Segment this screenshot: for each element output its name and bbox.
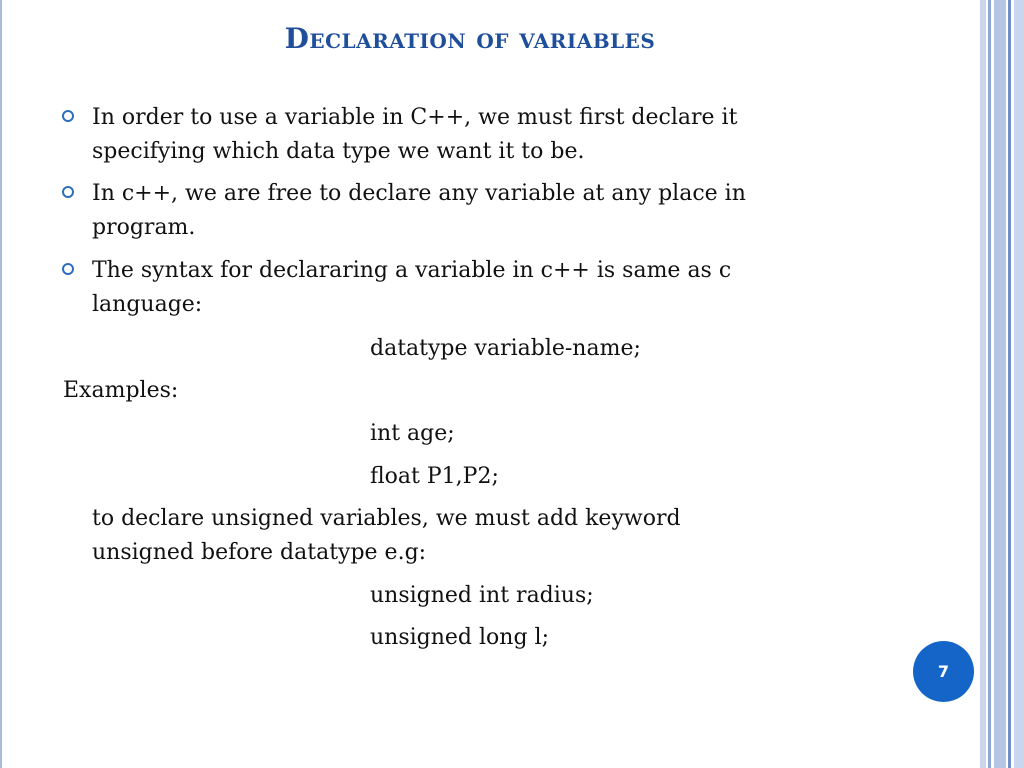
bullet-text-line: program. (92, 215, 196, 240)
decorative-stripes (980, 0, 1024, 768)
page-number: 7 (937, 662, 950, 681)
example-line: unsigned int radius; (370, 583, 594, 608)
bullet-item (62, 177, 882, 245)
bullet-text-line: In order to use a variable in C++, we must first declare it (92, 105, 738, 130)
bullet-text-line: language: (92, 292, 203, 317)
bullet-item (62, 254, 882, 322)
slide-title: Declaration of variables (284, 22, 656, 55)
bullet-text-line: specifying which data type we want it to be. (92, 139, 585, 164)
hollow-circle-icon (62, 186, 74, 198)
hollow-circle-icon (62, 110, 74, 122)
bullet-text-line: The syntax for declararing a variable in c++ is same as c (92, 258, 732, 283)
example-line: float P1,P2; (370, 464, 499, 489)
bullet-item (62, 101, 882, 169)
page-number-badge (913, 641, 974, 702)
unsigned-note-line: to declare unsigned variables, we must add keyword (92, 506, 681, 531)
example-line: unsigned long l; (370, 625, 549, 650)
unsigned-note-line: unsigned before datatype e.g: (92, 540, 427, 565)
syntax-line: datatype variable-name; (370, 336, 641, 361)
bullet-text-line: In c++, we are free to declare any variable at any place in (92, 181, 746, 206)
hollow-circle-icon (62, 263, 74, 275)
example-line: int age; (370, 421, 455, 446)
examples-label: Examples: (63, 378, 179, 403)
